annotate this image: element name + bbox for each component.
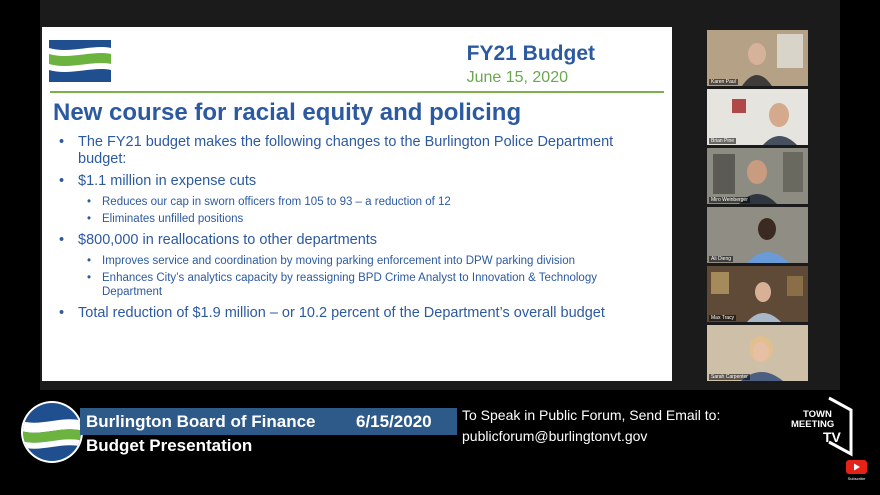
bullet-item: • $800,000 in reallocations to other departments [59,232,659,249]
sub-bullet-item: • Reduces our cap in sworn officers from 105 to 93 – a reduction of 12 [59,195,659,209]
logo-text: TV [823,429,841,445]
participant-video-icon [707,207,808,263]
slide-date: June 15, 2020 [466,69,568,86]
lower-third-title-bar [80,408,457,435]
presentation-slide [42,27,672,381]
participant-name: Miro Weinberger [711,197,748,203]
meeting-subtitle: Budget Presentation [86,436,253,455]
subscribe-button[interactable] [844,458,869,482]
youtube-icon [844,458,869,482]
bullet-item: • The FY21 budget makes the following changes to the Burlington Police Department budget: [59,134,659,168]
participant-tile-active-speaker[interactable] [707,148,808,204]
logo-text: TOWN [803,409,832,420]
burlington-logo-icon [49,40,111,82]
public-forum-email: publicforum@burlingtonvt.gov [462,428,648,444]
sub-bullet-item: • Enhances City’s analytics capacity by reassigning BPD Crime Analyst to Innovation & Technology Department [59,271,659,299]
participant-tile[interactable] [707,266,808,322]
participant-video-icon [707,30,808,86]
slide-heading: New course for racial equity and policing [53,99,522,126]
sub-bullet-item: • Eliminates unfilled positions [59,212,659,226]
meeting-title: Burlington Board of Finance [86,412,316,431]
participant-tile[interactable] [707,325,808,381]
participant-tile[interactable] [707,30,808,86]
subscribe-label: Subscribe [847,476,866,481]
participant-gallery [707,30,808,384]
burlington-logo-icon [21,401,83,463]
participant-tile[interactable] [707,207,808,263]
slide-divider [50,91,664,93]
slide-title: FY21 Budget [466,42,595,65]
logo-text: MEETING [791,419,835,430]
participant-name: Karen Paul [711,79,736,85]
sub-bullet-item: • Improves service and coordination by moving parking enforcement into DPW parking division [59,254,659,268]
participant-name: Ali Dieng [711,256,732,262]
bullet-item: • Total reduction of $1.9 million – or 10.2 percent of the Department’s overall budget [59,305,659,322]
public-forum-instructions: To Speak in Public Forum, Send Email to: [462,407,721,423]
participant-tile[interactable] [707,89,808,145]
town-meeting-tv-logo [789,392,859,462]
participant-video-icon [707,148,808,204]
meeting-date: 6/15/2020 [356,412,432,431]
participant-video-icon [707,89,808,145]
slide-bullet-list [59,134,659,327]
participant-name: Sarah Carpenter [711,374,748,380]
participant-name: Max Tracy [711,315,735,321]
participant-video-icon [707,266,808,322]
participant-name: Brian Pine [711,138,735,144]
participant-video-icon [707,325,808,381]
bullet-item: • $1.1 million in expense cuts [59,173,659,190]
